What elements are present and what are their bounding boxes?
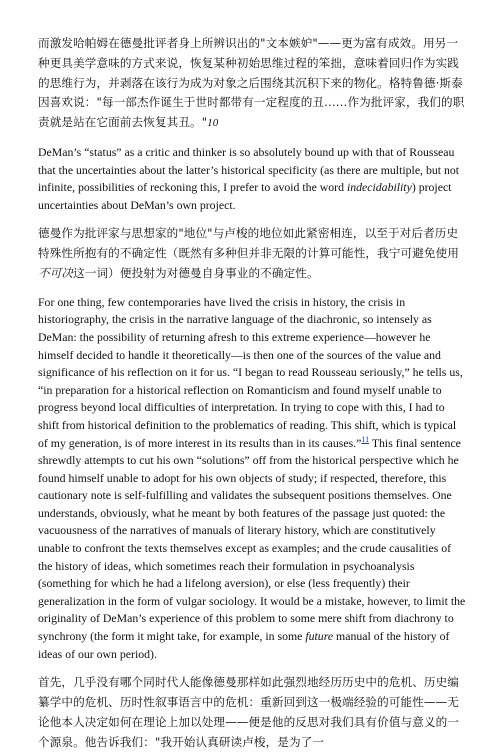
footnote-link-11[interactable]: 11 xyxy=(361,434,370,444)
chinese-paragraph-1-text: 而激发哈帕姆在德曼批评者身上所辨识出的"文本嫉妒"——更为富有成效。用另一种更具美学意味的方式来说，恢复某种初始思维过程的笨拙，意味着回归作为实践的思维行为，并剥落在该行为成为对象之后围绕其沉积下来的物化。格特鲁德·斯泰因喜欢说："每一部杰作诞生于世时都带有一定程度的丑……作为批评家，我们的职责就是站在它面前去恢复其丑。" xyxy=(38,36,465,130)
english-paragraph-1-text-b: ) project uncertainties about DeMan’s own project. xyxy=(38,180,452,212)
english-paragraph-2-text-a: For one thing, few contemporaries have lived the crisis in history, the crisis in historiography, the crisis in the narrative language of the diachronic, so intensely as DeMan: the possibility of returning afresh to this extreme experience—however he himself decided to handle it theoretically—is then one of the sources of the value and significance of his reflection on it for us. “I began to read Rousseau seriously,” he tells us, “in preparation for a historical reflection on Romanticism and found myself unable to progress beyond local difficulties of interpretation. In trying to cope with this, I had to shift from historical definition to the problematics of reading. This shift, which is typical of my generation, is of more interest in its results than in its causes.” xyxy=(38,294,463,450)
english-paragraph-2-text-c: manual of the history of ideas of our own period). xyxy=(38,629,450,661)
english-paragraph-2 xyxy=(38,294,468,663)
english-paragraph-1-text-a: DeMan’s “status” as a critic and thinker is so absolutely bound up with that of Rousseau that the uncertainties about the latter’s historical specificity (as there are multiple, but not infinite, possibilities of reckoning this, I prefer to avoid the word xyxy=(38,144,460,195)
chinese-paragraph-2-text-a: 德曼作为批评家与思想家的"地位"与卢梭的地位如此紧密相连，以至于对后者历史特殊性所抱有的不确定性（既然有多种但并非无限的计算可能性，我宁可避免使用 xyxy=(38,226,459,261)
chinese-paragraph-2-text-b: 这一词）便投射为对德曼自身事业的不确定性。 xyxy=(73,265,319,280)
footnote-ref-10: 10 xyxy=(207,117,219,130)
chinese-paragraph-2 xyxy=(38,224,468,283)
chinese-paragraph-3 xyxy=(38,673,468,752)
english-paragraph-1 xyxy=(38,144,468,214)
chinese-paragraph-3-text: 首先，几乎没有哪个同时代人能像德曼那样如此强烈地经历历史中的危机、历史编纂学中的危机、历时性叙事语言中的危机：重新回到这一极端经验的可能性——无论他本人决定如何在理论上加以处理——便是他的反思对我们具有价值与意义的一个源泉。他告诉我们："我开始认真研读卢梭，是为了一 xyxy=(38,675,459,749)
chinese-paragraph-2-italic: 不可决 xyxy=(38,265,74,280)
english-paragraph-2-text-b: This final sentence shrewdly attempts to cut his own “solutions” off from the historical perspective which he found himself unable to adopt for his own objects of study; if respected, therefore, this cautionary note is self-fulfilling and validates the subsequent positions themselves. One understands, obviously, what he meant by both features of the passage just quoted: the vacuousness of the narratives of manuals of literary history, which are constitutively unable to confront the texts themselves except as examples; and the crude causalities of the history of ideas, which sometimes reach their formulation in psychoanalysis (something for which he had a lifelong aversion), or else (less frequently) their generalization in the form of vulgar sociology. It would be a mistake, however, to limit the originality of DeMan’s experience of this problem to some mere shift from diachrony to synchrony (the form it might take, for example, in some xyxy=(38,435,466,644)
chinese-paragraph-1 xyxy=(38,34,468,134)
document-page xyxy=(38,34,468,752)
english-paragraph-1-italic: indecidability xyxy=(346,180,412,195)
english-paragraph-2-italic: future xyxy=(305,629,334,644)
